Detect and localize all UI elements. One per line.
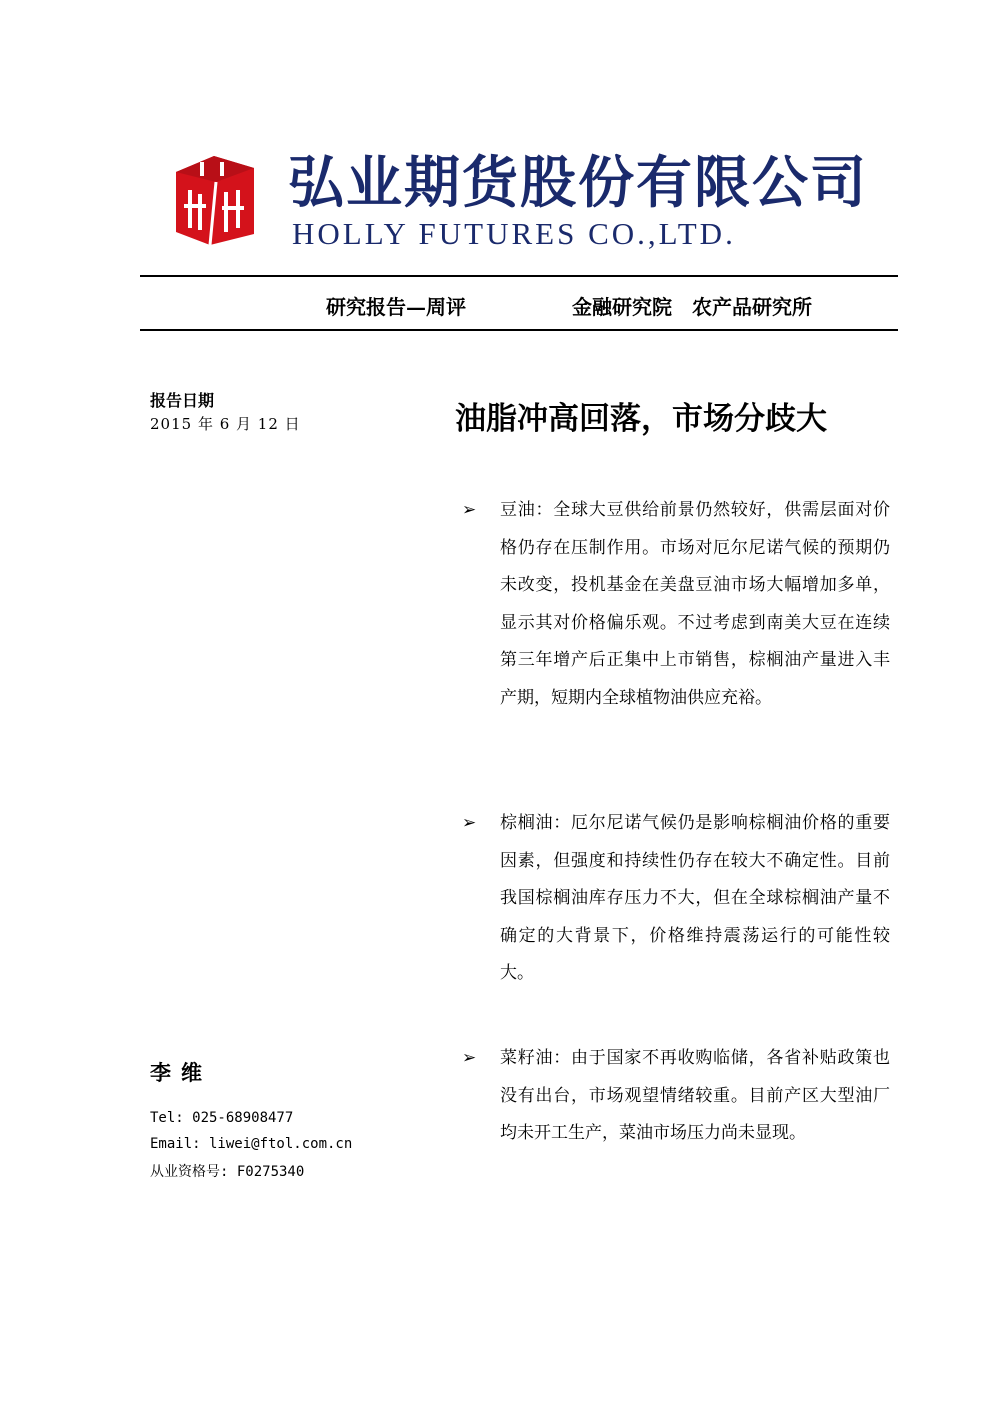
institute-name: 金融研究院 农产品研究所 bbox=[572, 295, 812, 319]
section-text: 豆油：全球大豆供给前景仍然较好，供需层面对价格仍存在压制作用。市场对厄尔尼诺气候的预期仍未改变，投机基金在美盘豆油市场大幅增加多单，显示其对价格偏乐观。不过考虑到南美大豆在连续第三年增产后正集中上市销售，棕榈油产量进入丰产期，短期内全球植物油供应充裕。 bbox=[500, 500, 890, 708]
section-palm-oil bbox=[462, 805, 890, 993]
author-email: Email: liwei@ftol.com.cn bbox=[150, 1136, 353, 1152]
arrow-bullet-icon: ➢ bbox=[462, 1048, 477, 1068]
company-logo bbox=[170, 150, 258, 245]
report-date-label: 报告日期 bbox=[150, 391, 215, 410]
report-date-value: 2015 年 6 月 12 日 bbox=[150, 415, 301, 433]
section-rapeseed-oil bbox=[462, 1040, 890, 1153]
section-soybean-oil bbox=[462, 492, 890, 717]
author-name: 李维 bbox=[150, 1060, 212, 1085]
report-header-bar bbox=[140, 285, 898, 325]
section-text: 棕榈油：厄尔尼诺气候仍是影响棕榈油价格的重要因素，但强度和持续性仍存在较大不确定性。目前我国棕榈油库存压力不大，但在全球棕榈油产量不确定的大背景下，价格维持震荡运行的可能性较大。 bbox=[500, 813, 890, 983]
section-text: 菜籽油：由于国家不再收购临储，各省补贴政策也没有出台，市场观望情绪较重。目前产区大型油厂均未开工生产，菜油市场压力尚未显现。 bbox=[500, 1048, 890, 1143]
arrow-bullet-icon: ➢ bbox=[462, 500, 477, 520]
header-rule-top bbox=[140, 275, 898, 277]
arrow-bullet-icon: ➢ bbox=[462, 813, 477, 833]
author-license: 从业资格号: F0275340 bbox=[150, 1164, 305, 1180]
report-type: 研究报告—周评 bbox=[326, 295, 466, 319]
company-name-cn: 弘业期货股份有限公司 bbox=[288, 150, 868, 216]
report-title: 油脂冲高回落，市场分歧大 bbox=[455, 401, 827, 437]
company-name-en: HOLLY FUTURES CO.,LTD. bbox=[292, 216, 736, 251]
header-rule-bottom bbox=[140, 329, 898, 331]
author-tel: Tel: 025-68908477 bbox=[150, 1110, 294, 1126]
